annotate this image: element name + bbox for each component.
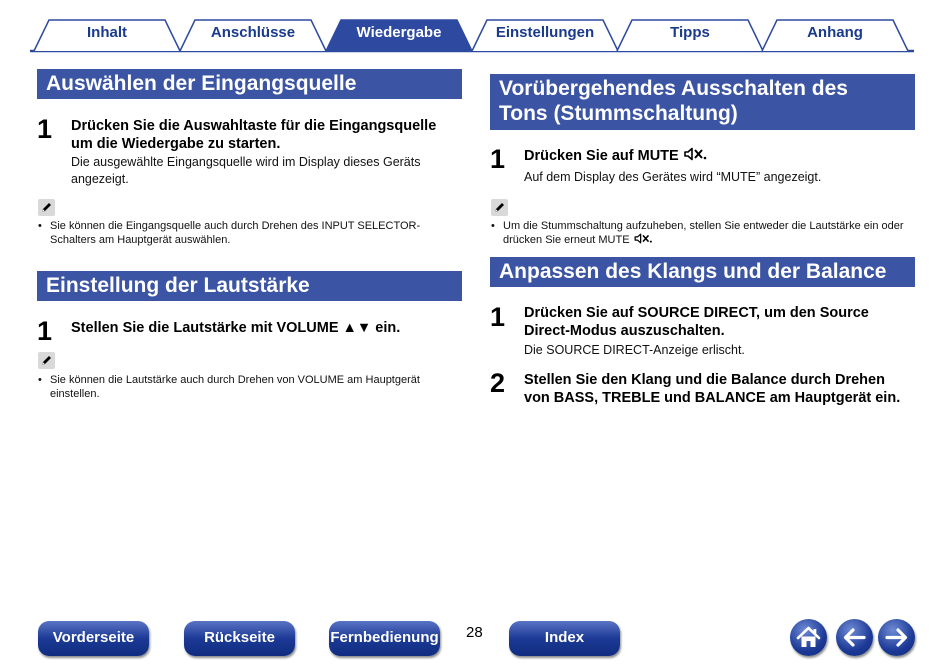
step-title: [524, 147, 919, 165]
section-title-input-source: Auswählen der Eingangsquelle: [37, 69, 462, 99]
remote-control-button[interactable]: Fernbedienung: [329, 621, 440, 656]
tab-bar: [0, 0, 950, 60]
tab-tipps[interactable]: Tipps: [616, 18, 764, 51]
note-pencil-icon: [38, 352, 55, 369]
tab-anschluesse[interactable]: Anschlüsse: [179, 18, 327, 51]
note-line: [503, 233, 933, 247]
home-button[interactable]: [790, 619, 827, 656]
note-text: [38, 373, 470, 401]
step-number: 1: [37, 114, 53, 144]
note-pencil-icon: [491, 199, 508, 216]
bullet-icon: •: [38, 374, 42, 386]
section-title-mute: [490, 74, 915, 130]
step-title: Stellen Sie die Lautstärke mit VOLUME ▲▼ ein.: [71, 320, 401, 336]
step-title-line: um die Wiedergabe zu starten.: [71, 136, 281, 152]
note-pencil-icon: [38, 199, 55, 216]
section-title-line: Vorübergehendes Ausschalten des: [499, 77, 848, 100]
note-line: einstellen.: [50, 388, 100, 400]
step-title-line: Direct-Modus auszuschalten.: [524, 323, 725, 339]
step-desc-line: angezeigt.: [71, 172, 129, 186]
step-title-text: Drücken Sie auf MUTE: [524, 148, 679, 164]
step-title: [524, 371, 924, 407]
step-number: 1: [37, 316, 53, 346]
forward-button[interactable]: [878, 619, 915, 656]
step-title-line: Stellen Sie den Klang und die Balance durch Drehen: [524, 372, 885, 388]
bullet-icon: •: [38, 220, 42, 232]
note-line: Schalters am Hauptgerät auswählen.: [50, 234, 231, 246]
tab-anhang[interactable]: Anhang: [761, 18, 909, 51]
note-text: [491, 219, 933, 247]
note-line: Sie können die Eingangsquelle auch durch Drehen des INPUT SELECTOR-: [50, 220, 421, 232]
step-title: [71, 117, 466, 153]
mute-icon: [633, 233, 653, 244]
tab-inhalt[interactable]: Inhalt: [33, 18, 181, 51]
arrow-left-icon: [836, 619, 873, 656]
step-title-line: von BASS, TREBLE und BALANCE am Hauptgerät ein.: [524, 390, 901, 406]
bullet-icon: •: [491, 220, 495, 232]
step-title: [524, 304, 919, 340]
mute-icon: [683, 147, 707, 161]
tab-wiedergabe[interactable]: Wiedergabe: [325, 18, 473, 51]
step-number: 1: [490, 144, 506, 174]
step-description: Die SOURCE DIRECT-Anzeige erlischt.: [524, 343, 745, 357]
back-button[interactable]: [836, 619, 873, 656]
step-number: 2: [490, 368, 506, 398]
note-line: Um die Stummschaltung aufzuheben, stellen Sie entweder die Lautstärke ein oder: [503, 220, 904, 232]
note-line-text: drücken Sie erneut MUTE: [503, 234, 630, 246]
step-desc-line: Die ausgewählte Eingangsquelle wird im Display dieses Geräts: [71, 155, 421, 169]
page-number: 28: [466, 624, 483, 641]
home-icon: [790, 619, 827, 656]
section-title-volume: Einstellung der Lautstärke: [37, 271, 462, 301]
step-number: 1: [490, 302, 506, 332]
rear-panel-button[interactable]: Rückseite: [184, 621, 295, 656]
section-title-sound-balance: Anpassen des Klangs und der Balance: [490, 257, 915, 287]
index-button[interactable]: Index: [509, 621, 620, 656]
step-title-line: Drücken Sie auf SOURCE DIRECT, um den Source: [524, 305, 869, 321]
section-title-line: Tons (Stummschaltung): [499, 102, 738, 125]
step-description: Auf dem Display des Gerätes wird “MUTE” angezeigt.: [524, 170, 822, 184]
step-description: [71, 154, 466, 188]
tab-einstellungen[interactable]: Einstellungen: [471, 18, 619, 51]
note-text: [38, 219, 470, 247]
step-title-line: Drücken Sie die Auswahltaste für die Eingangsquelle: [71, 118, 437, 134]
note-line: Sie können die Lautstärke auch durch Drehen von VOLUME am Hauptgerät: [50, 374, 420, 386]
arrow-right-icon: [878, 619, 915, 656]
front-page-button[interactable]: Vorderseite: [38, 621, 149, 656]
